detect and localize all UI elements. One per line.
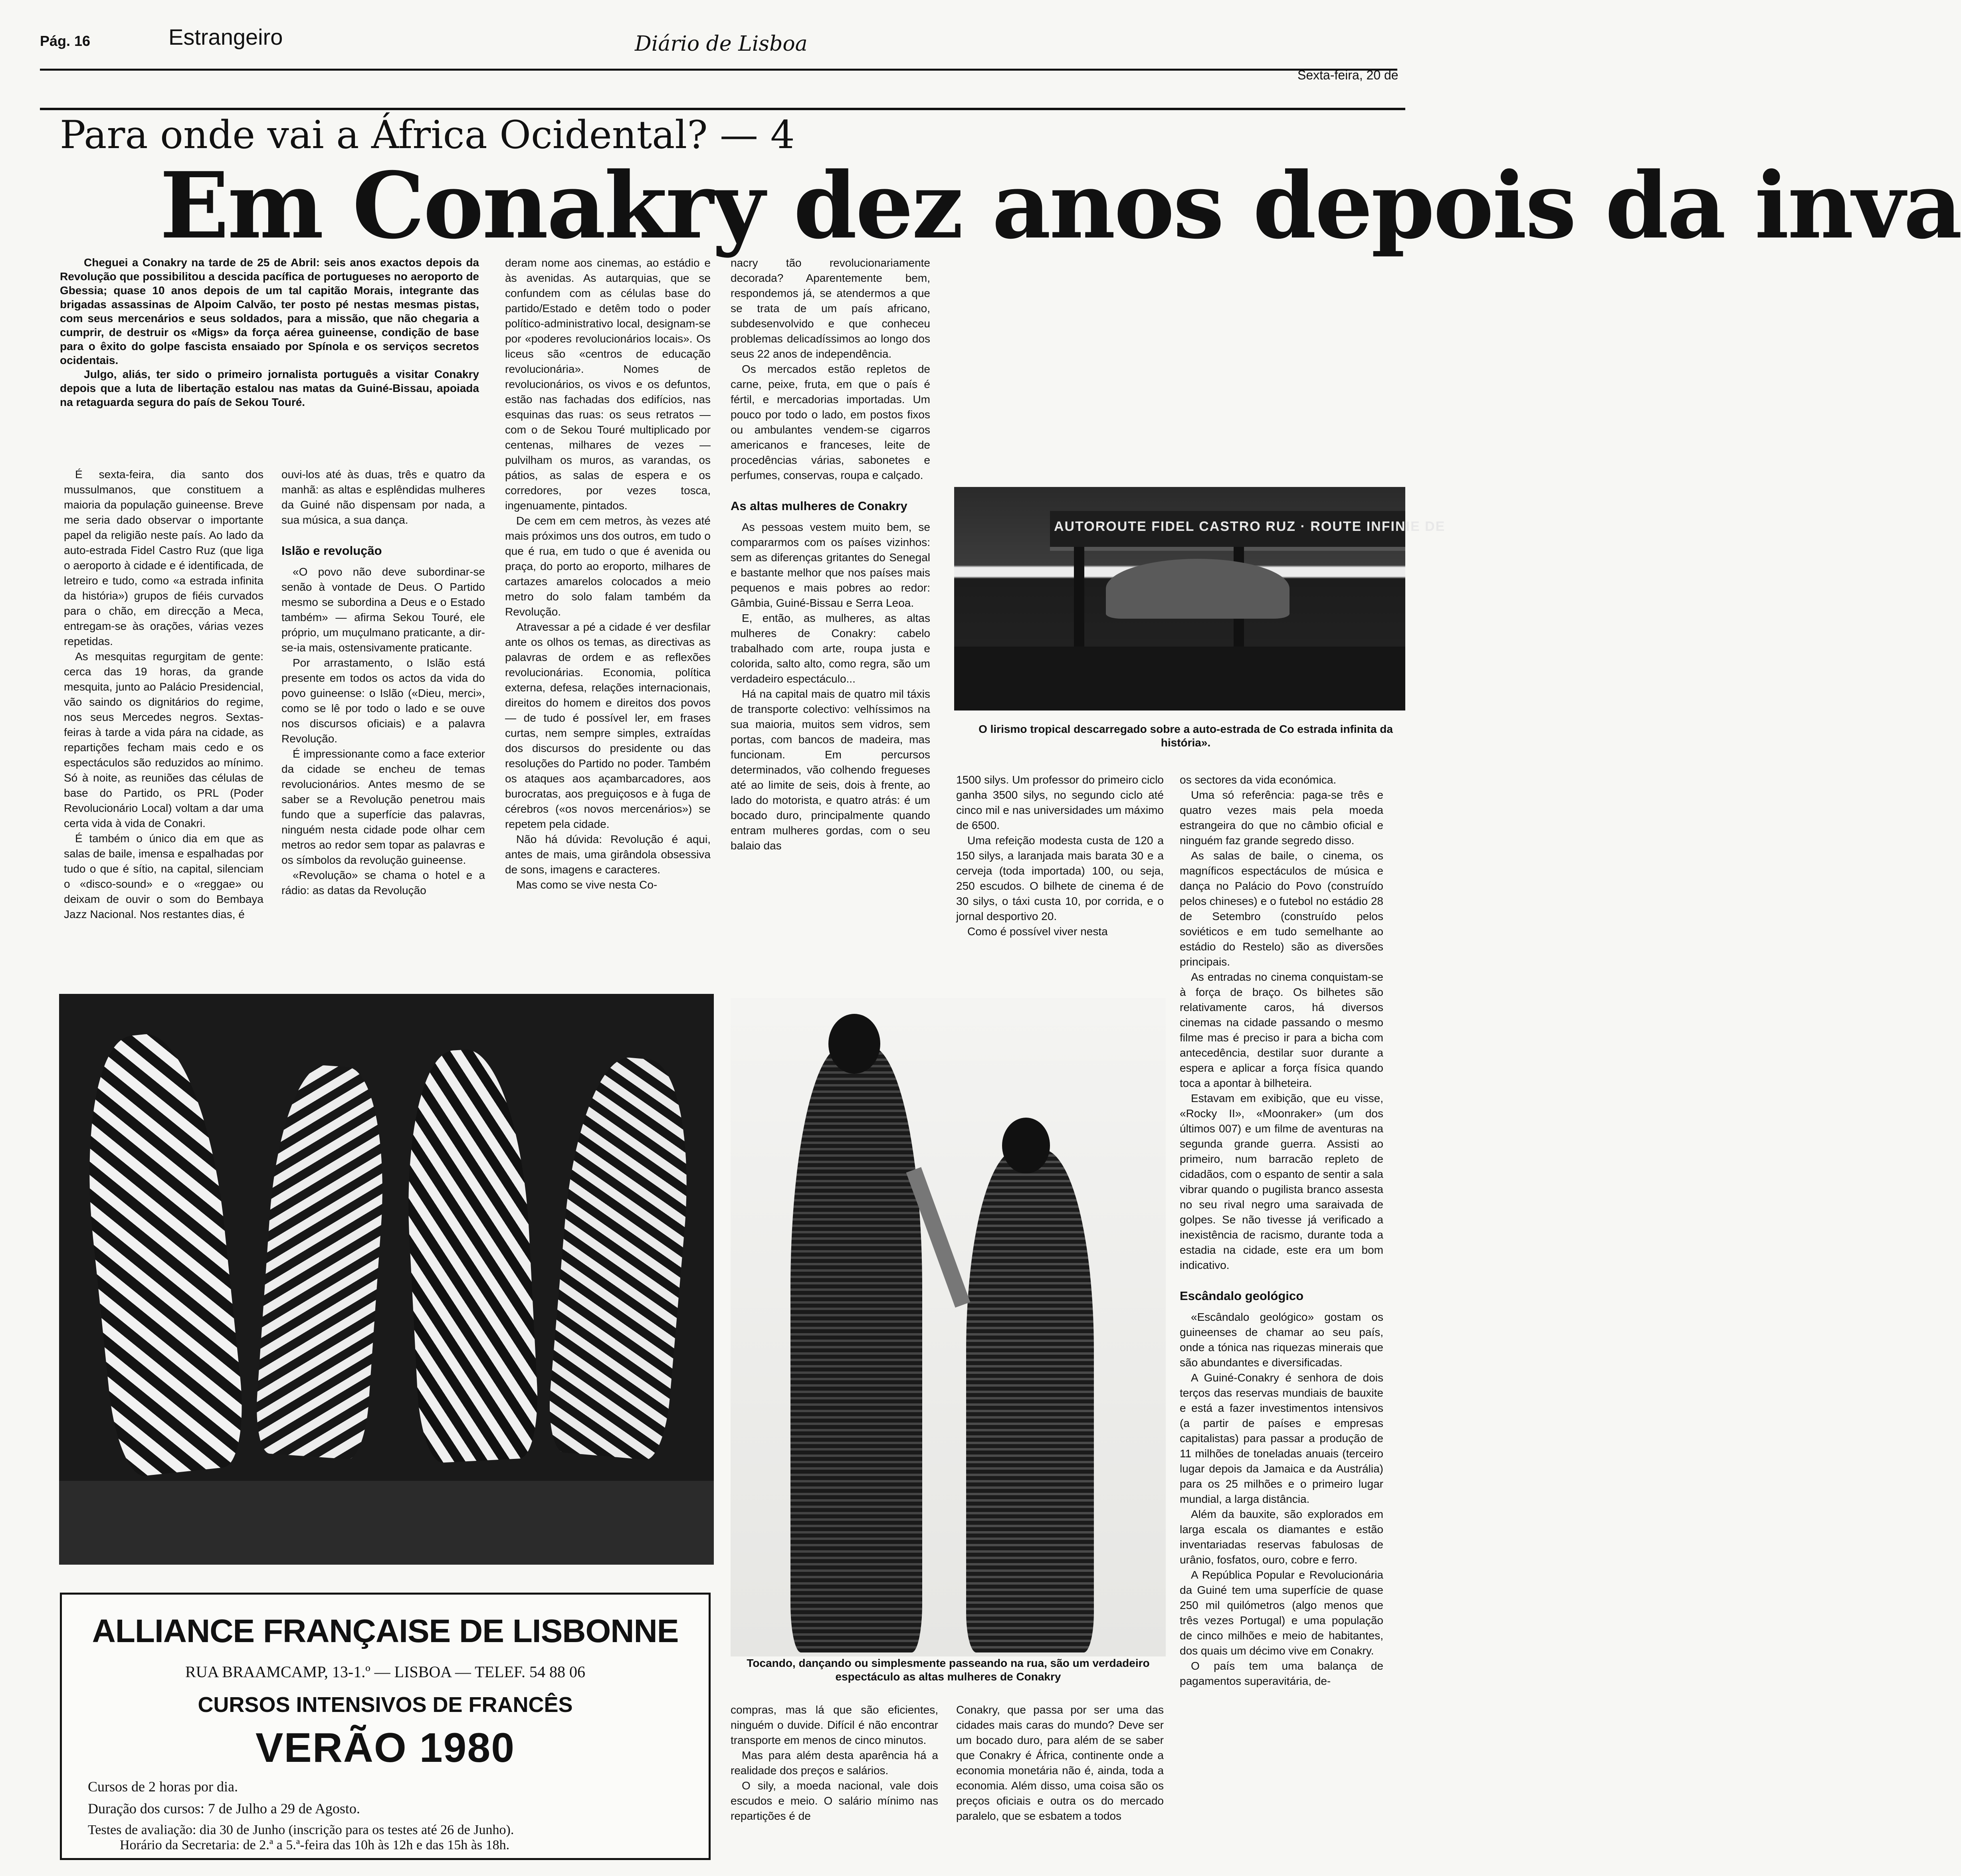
paragraph: Além da bauxite, são explorados em larga escala os diamantes e estão inventariadas reservas fabulosas de urânio, fosfatos, ouro, cobre e ferro. [1180, 1508, 1383, 1566]
subhead-escandalo: Escândalo geológico [1180, 1289, 1304, 1303]
column-7 [731, 1702, 938, 1824]
women-photo [731, 998, 1166, 1656]
paragraph: Mas para além desta aparência há a realidade dos preços e salários. [731, 1749, 938, 1777]
paragraph: ouvi-los até às duas, três e quatro da manhã: as altas e esplêndidas mulheres da Guiné não dispensam por nada, a sua música, a sua dança. [281, 468, 485, 526]
ad-line-1: Cursos de 2 horas por dia. [88, 1779, 238, 1795]
paragraph: deram nome aos cinemas, ao estádio e às avenidas. As autarquias, que se confundem com as células base do partido/Estado e detêm todo o poder político-administrativo local, designam-se por «poderes revolucionários locais». Os liceus são «centros de educação revolucionária». Nomes de revolucionários, os vivos e os defuntos, estão nas fachadas dos edifícios, nas esquinas das ruas: os seus retratos — com o de Sekou Touré multiplicado por centenas, milhares de vezes — pulvilham os muros, as varandas, os pátios, as salas de espera e os corredores, por vezes tosca, ingenuamente, pintados. [505, 257, 711, 512]
masthead: Diário de Lisboa [635, 32, 808, 56]
paragraph: As mesquitas regurgitam de gente: cerca das 19 horas, da grande mesquita, junto ao Palácio Presidencial, vão saindo os dignitários do regime, nos seus Mercedes negros. Sextas-feiras à tarde a vida pára na cidade, as repartições fecham mais cedo e os espectáculos são reduzidos ao mínimo. Só à noite, as reuniões das células de base do Partido, os PRL (Poder Revolucionário Local) voltam a dar uma certa vida à vida de Conakri. [64, 650, 263, 829]
subhead-altas-mulheres: As altas mulheres de Conakry [731, 499, 907, 513]
paragraph: Não há dúvida: Revolução é aqui, antes de mais, uma girândola obsessiva de sons, imagens e caracteres. [505, 833, 711, 876]
paragraph: As entradas no cinema conquistam-se à força de braço. Os bilhetes são relativamente caros, há diversos cinemas na cidade passando o mesmo filme mas é preciso ir para a bicha com antecedência, destilar suor durante a espera e aplicar a força física quando toca a apontar à bilheteira. [1180, 971, 1383, 1089]
paragraph: De cem em cem metros, às vezes até mais próximos uns dos outros, em tudo o que é rua, em tudo o que é avenida ou praça, do porto ao eroporto, milhares de cartazes amarelos colocados a meio metro do solo falam também da Revolução. [505, 515, 711, 618]
paragraph: As salas de baile, o cinema, os magníficos espectáculos de música e dança no Palácio do Povo (construído pelos chineses) e o futebol no estádio 28 de Setembro (construído pelos soviéticos e em tudo semelhante ao estádio do Restelo) são as diversões principais. [1180, 849, 1383, 968]
woman-head [828, 1014, 880, 1074]
paragraph: Uma refeição modesta custa de 120 a 150 silys, a laranjada mais barata 30 e a cerveja (toda importada) 100, ou seja, 250 escudos. O bilhete de cinema é de 30 silys, o táxi custa 10, por corrida, e o jornal desportivo 20. [956, 834, 1164, 922]
column-2 [281, 467, 485, 898]
woman-head [1002, 1118, 1050, 1173]
paragraph: Como é possível viver nesta [967, 925, 1108, 938]
dancer-figure [400, 1047, 541, 1464]
ad-line-3: Testes de avaliação: dia 30 de Junho (inscrição para os testes até 26 de Junho). [88, 1823, 514, 1837]
column-5 [956, 772, 1164, 939]
paragraph: O país tem uma balança de pagamentos superavitária, de- [1180, 1660, 1383, 1687]
road [954, 647, 1405, 710]
highway-caption: O lirismo tropical descarregado sobre a auto-estrada de Co estrada infinita da história». [979, 723, 1393, 749]
section-name: Estrangeiro [168, 24, 283, 49]
paragraph: Há na capital mais de quatro mil táxis de transporte colectivo: velhíssimos na sua maioria, muitos sem vidros, sem portas, com bancos de madeira, mas funcionam. Em percursos determinados, vão colhendo fregueses até ao limite de seis, dois à frente, ao lado do motorista, e quatro atrás: é um bocado duro, principalmente quando entram mulheres gordas, com o seu balaio das [731, 688, 930, 852]
paragraph: Estavam em exibição, que eu visse, «Rocky II», «Moonraker» (um dos últimos 007) e um filme de aventuras na segunda grande guerra. Assisti ao primeiro, num barracão repleto de cidadãos, com o espanto de sentir a sala vibrar quando o pugilista branco assesta no seu rival negro uma saraivada de golpes. Se não tivesse já verificado a inexistência de racismo, durante toda a estadia na cidade, este era um bom indicativo. [1180, 1092, 1383, 1271]
paragraph: «O povo não deve subordinar-se senão à vontade de Deus. O Partido mesmo se subordina a Deus e o Estado também» — afirma Sekou Touré, ele próprio, um muçulmano praticante, a dir-se-ia mais, ostensivamente praticante. [281, 566, 485, 654]
woman-figure [966, 1150, 1094, 1652]
kicker: Para onde vai a África Ocidental? — 4 [60, 113, 795, 157]
ad-line-2: Duração dos cursos: 7 de Julho a 29 de Agosto. [88, 1801, 360, 1817]
paragraph: É impressionante como a face exterior da cidade se encheu de temas revolucionários. Antes mesmo de se saber se a Revolução penetrou mais fundo que a superfície das palavras, ninguém nesta cidade pode olhar cem metros ao redor sem topar as palavras e os símbolos da revolução guineense. [281, 748, 485, 866]
paragraph: A Guiné-Conakry é senhora de dois terços das reservas mundiais de bauxite e está a fazer investimentos intensivos (a partir de países e empresas capitalistas) para passar a produção de 11 milhões de toneladas anuais (terceiro lugar depois da Jamaica e da Austrália) para os 25 milhões e o primeiro lugar mundial, a larga distância. [1180, 1371, 1383, 1505]
paragraph: Uma só referência: paga-se três e quatro vezes mais pela moeda estrangeira do que no câmbio oficial e ninguém faz grande segredo disso. [1180, 789, 1383, 847]
subhead-islao: Islão e revolução [281, 544, 382, 558]
lead [60, 255, 479, 409]
ad-address: RUA BRAAMCAMP, 13-1.º — LISBOA — TELEF. 54 88 06 [185, 1663, 585, 1681]
column-3 [505, 255, 711, 892]
trees [1106, 559, 1290, 619]
paragraph: Atravessar a pé a cidade é ver desfilar ante os olhos os temas, as directivas as palavras de ordem e as reflexões revolucionárias. Economia, política externa, defesa, relações internacionais, direitos do homem e direitos dos povos — de tudo é possível ler, em frases curtas, nem sempre simples, extraídas dos discursos do presidente ou das resoluções do Partido no poder. Também os ataques aos açambarcadores, aos burocratas, aos preguiçosos e à fuga de cérebros («os novos mercenários») se repetem pela cidade. [505, 621, 711, 830]
paragraph: «Escândalo geológico» gostam os guineenses de chamar ao seu país, onde a tónica nas riquezas minerais que são abundantes e diversificadas. [1180, 1311, 1383, 1369]
column-8 [956, 1702, 1164, 1824]
highway-sign-text: AUTOROUTE FIDEL CASTRO RUZ · ROUTE INFINIE DE [1054, 519, 1446, 534]
paragraph: nacry tão revolucionariamente decorada? Aparentemente bem, respondemos já, se atendermos a que se trata de um país africano, subdesenvolvido e que conheceu problemas delicadíssimos ao longo dos seus 22 anos de independência. [731, 257, 930, 360]
column-6 [1180, 772, 1383, 1689]
paragraph: «Revolução» se chama o hotel e a rádio: as datas da Revolução [281, 869, 485, 896]
paragraph: O sily, a moeda nacional, vale dois escudos e meio. O salário mínimo nas repartições é de [731, 1779, 938, 1822]
paragraph: É também o único dia em que as salas de baile, imensa e espalhadas por tudo o que é sítio, na capital, silenciam o «disco-sound» e o «reggae» ou deixam de ouvir o som do Bembaya Jazz Nacional. Nos restantes dias, é [64, 832, 263, 920]
dancer-figure [253, 1062, 392, 1460]
header-rule [40, 69, 1397, 71]
paragraph: A República Popular e Revolucionária da Guiné tem uma superfície de quase 250 mil quilómetros (algo menos que três vezes Portugal) e uma população de cinco milhões e meio de habitantes, dos quais um décimo vive em Conakry. [1180, 1569, 1383, 1657]
paragraph: E, então, as mulheres, as altas mulheres de Conakry: cabelo trabalhado com arte, roupa justa e colorida, salto alto, como regra, são um verdadeiro espectáculo... [731, 612, 930, 685]
ad-course: CURSOS INTENSIVOS DE FRANCÊS [198, 1693, 573, 1717]
lead-paragraph-1: Cheguei a Conakry na tarde de 25 de Abril: seis anos exactos depois da Revolução que possibilitou a descida pacífica de portugueses no aeroporto de Gbessia; quase 10 anos depois de um tal capitão Morais, integrante das brigadas assassinas de Alpoim Calvão, ter posto pé nestas mesmas pistas, com seus mercenários e seus soldados, para a missão, que não chegaria a cumprir, de destruir os «Migs» da força aérea guineense, condição de base para o êxito do golpe fascista ensaiado por Spínola e os serviços secretos ocidentais. [60, 256, 479, 366]
ad-line-4: Horário da Secretaria: de 2.ª a 5.ª-feira das 10h às 12h e das 15h às 18h. [120, 1838, 510, 1852]
paragraph: compras, mas lá que são eficientes, ninguém o duvide. Difícil é não encontrar transporte em menos de cinco minutos. [731, 1704, 938, 1746]
dancer-figure [545, 1053, 699, 1461]
headline: Em Conakry dez anos depois da inva [160, 152, 1961, 259]
woman-figure [790, 1046, 922, 1652]
kicker-rule [40, 108, 1405, 110]
paragraph: É sexta-feira, dia santo dos mussulmanos, que constituem a maioria da população guineense. Breve me seria dado observar o importante papel da religião neste país. Ao lado da auto-estrada Fidel Castro Ruz (que liga o aeroporto à cidade e é identificada, de letreiro e tudo, como «a estrada infinita da história») grupos de fiéis curvados para o chão, em direcção a Meca, entregam-se às orações, várias vezes repetidas. [64, 468, 263, 647]
issue-date: Sexta-feira, 20 de [1297, 68, 1398, 82]
highway-photo [954, 487, 1446, 710]
ad-title: ALLIANCE FRANÇAISE DE LISBONNE [92, 1613, 679, 1649]
column-1 [64, 467, 263, 922]
paragraph: os sectores da vida económica. [1180, 774, 1337, 786]
paragraph: Conakry, que passa por ser uma das cidades mais caras do mundo? Deve ser um bocado duro, para além de se saber que Conakry é África, continente onde a economia monetária não é, ainda, toda a economia. Além disso, uma coisa são os preços oficiais e outra os do mercado paralelo, que se esbatem a todos [956, 1704, 1164, 1822]
paragraph: 1500 silys. Um professor do primeiro ciclo ganha 3500 silys, no segundo ciclo até cinco mil e nas universidades um máximo de 6500. [956, 774, 1164, 831]
women-caption: Tocando, dançando ou simplesmente passeando na rua, são um verdadeiro espectáculo as altas mulheres de Conakry [747, 1657, 1150, 1683]
stage-floor [59, 1481, 714, 1565]
column-4 [731, 255, 930, 853]
paragraph: As pessoas vestem muito bem, se compararmos com os países vizinhos: sem as diferenças gritantes do Senegal e bastante melhor que nos países mais pequenos e mais pobres ao redor: Gâmbia, Guiné-Bissau e Serra Leoa. [731, 521, 930, 609]
page-label: Pág. 16 [40, 33, 91, 49]
dancers-photo [59, 994, 714, 1565]
lead-paragraph-2: Julgo, aliás, ter sido o primeiro jornalista português a visitar Conakry depois que a luta de libertação estalou nas matas da Guiné-Bissau, apoiada na retaguarda segura do país de Sekou Touré. [60, 368, 479, 408]
paragraph: Mas como se vive nesta Co- [516, 879, 658, 891]
paragraph: Por arrastamento, o Islão está presente em todos os actos da vida do povo guineense: o Islão («Dieu, merci», como se lê por todo o lado e se ouve nos discursos oficiais) e a palavra Revolução. [281, 657, 485, 745]
ad-season: VERÃO 1980 [255, 1725, 515, 1771]
paragraph: Os mercados estão repletos de carne, peixe, fruta, em que o país é fértil, e mercadorias importadas. Um pouco por todo o lado, em postos fixos ou ambulantes vendem-se cigarros americanos e franceses, leite de procedências várias, sabonetes e perfumes, conservas, roupa e calçado. [731, 363, 930, 481]
dancer-figure [72, 1028, 249, 1478]
